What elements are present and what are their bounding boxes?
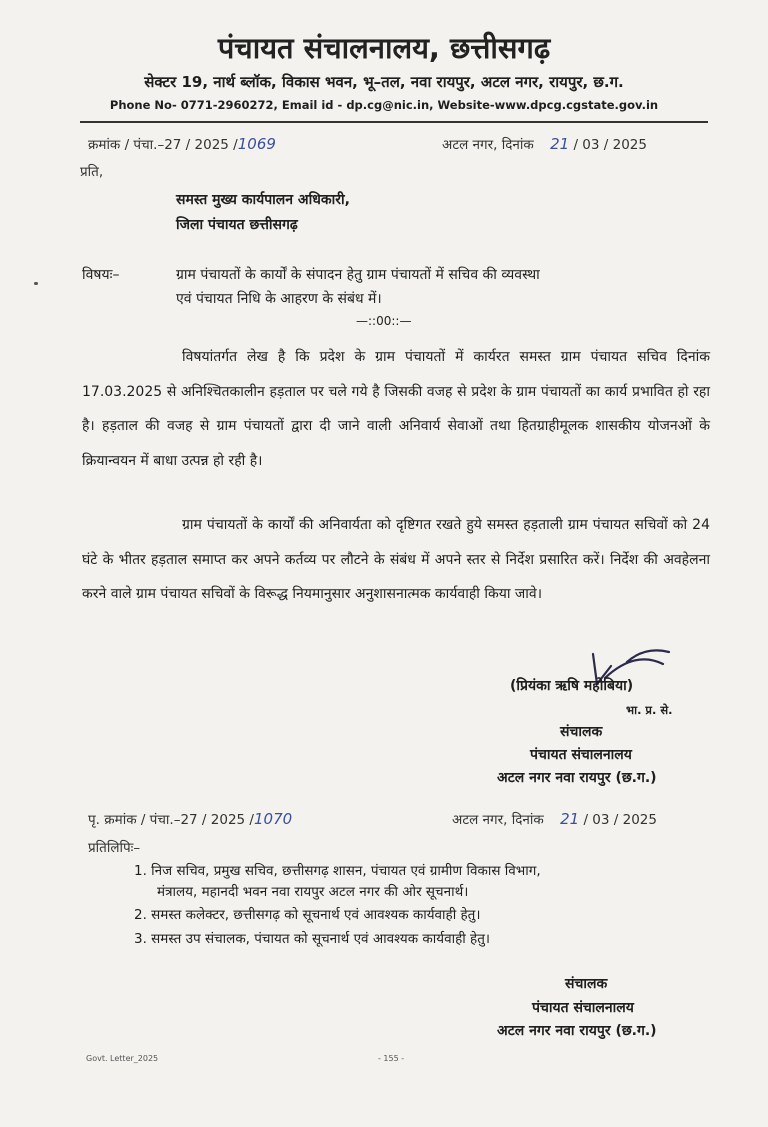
reference-prefix: क्रमांक / पंचा.–27 / 2025 / xyxy=(88,137,238,153)
separator: —::00::— xyxy=(356,314,412,328)
date-rest: / 03 / 2025 xyxy=(573,137,647,153)
header-divider xyxy=(80,121,708,123)
signatory-title: संचालक xyxy=(560,724,603,740)
date-day: 21 xyxy=(550,135,570,153)
recipient-line-1: समस्त मुख्य कार्यपालन अधिकारी, xyxy=(176,192,350,208)
date-prefix: अटल नगर, दिनांक xyxy=(442,137,534,153)
reference-number: 1069 xyxy=(237,135,276,153)
copy-label: प्रतिलिपिः– xyxy=(88,840,141,856)
subject-label: विषयः– xyxy=(82,267,120,283)
signatory-service: भा. प्र. से. xyxy=(626,703,673,717)
endorsement-signatory-place: अटल नगर नवा रायपुर (छ.ग.) xyxy=(497,1023,657,1039)
endorsement-date-prefix: अटल नगर, दिनांक xyxy=(452,812,544,828)
letterhead-contact: Phone No- 0771-2960272, Email id - dp.cg@nic.in, Website-www.dpcg.cgstate.gov.in xyxy=(109,98,659,112)
reference-line xyxy=(88,135,276,153)
recipient-line-2: जिला पंचायत छत्तीसगढ़ xyxy=(176,217,298,233)
margin-mark xyxy=(34,282,38,285)
subject-line-2: एवं पंचायत निधि के आहरण के संबंध में। xyxy=(176,291,382,307)
to-label: प्रति, xyxy=(80,164,104,180)
body-paragraph-2: ग्राम पंचायतों के कार्यों की अनिवार्यता को दृष्टिगत रखते हुये समस्त हड़ताली ग्राम पंचायत सचिवों को 24 घंटे के भीतर हड़ताल समाप्त कर अपने कर्तव्य पर लौटने के संबंध में अपने स्तर से निर्देश प्रसारित करें। निर्देश की अवहेलना करने वाले ग्राम पंचायत सचिवों के विरूद्ध नियमानुसार अनुशासनात्मक कार्यवाही किया जावे। xyxy=(82,517,710,602)
endorsement-signatory-office: पंचायत संचालनालय xyxy=(532,1000,634,1016)
copy-item-3: 3. समस्त उप संचालक, पंचायत को सूचनार्थ एवं आवश्यक कार्यवाही हेतु। xyxy=(134,931,491,947)
endorsement-date-line xyxy=(452,810,657,828)
copy-item-1: 1. निज सचिव, प्रमुख सचिव, छत्तीसगढ़ शासन, पंचायत एवं ग्रामीण विकास विभाग, xyxy=(134,863,541,879)
letterhead-address: सेक्टर 19, नार्थ ब्लॉक, विकास भवन, भू–तल, नवा रायपुर, अटल नगर, रायपुर, छ.ग. xyxy=(144,73,624,91)
copy-item-1-cont: मंत्रालय, महानदी भवन नवा रायपुर अटल नगर की ओर सूचनार्थ। xyxy=(157,884,469,900)
subject-line-1: ग्राम पंचायतों के कार्यों के संपादन हेतु ग्राम पंचायतों में सचिव की व्यवस्था xyxy=(176,267,540,283)
letterhead-title: पंचायत संचालनालय, छत्तीसगढ़ xyxy=(217,31,551,65)
endorsement-reference-prefix: पृ. क्रमांक / पंचा.–27 / 2025 / xyxy=(88,812,254,828)
signatory-office: पंचायत संचालनालय xyxy=(530,747,632,763)
footer-page-number: - 155 - xyxy=(378,1054,405,1063)
footer-doc-id: Govt. Letter_2025 xyxy=(86,1054,159,1063)
endorsement-reference-number: 1070 xyxy=(253,810,293,828)
endorsement-reference-line xyxy=(88,810,292,828)
endorsement-date-rest: / 03 / 2025 xyxy=(583,812,657,828)
date-line xyxy=(442,135,647,153)
signatory-place: अटल नगर नवा रायपुर (छ.ग.) xyxy=(497,770,657,786)
body-paragraph-1: विषयांतर्गत लेख है कि प्रदेश के ग्राम पंचायतों में कार्यरत समस्त ग्राम पंचायत सचिव दिनांक 17.03.2025 से अनिश्चितकालीन हड़ताल पर चले गये है जिसकी वजह से प्रदेश के ग्राम पंचायतों का कार्य प्रभावित हो रहा है। हड़ताल की वजह से ग्राम पंचायतों द्वारा दी जाने वाली अनिवार्य सेवाओं तथा हितग्राहीमूलक शासकीय योजनओं के क्रियान्वयन में बाधा उत्पन्न हो रही है। xyxy=(82,349,710,469)
copy-item-2: 2. समस्त कलेक्टर, छत्तीसगढ़ को सूचनार्थ एवं आवश्यक कार्यवाही हेतु। xyxy=(134,907,481,923)
endorsement-signatory-title: संचालक xyxy=(565,976,608,992)
signatory-name: (प्रियंका ऋषि महोबिया) xyxy=(510,678,634,694)
endorsement-date-day: 21 xyxy=(560,810,580,828)
